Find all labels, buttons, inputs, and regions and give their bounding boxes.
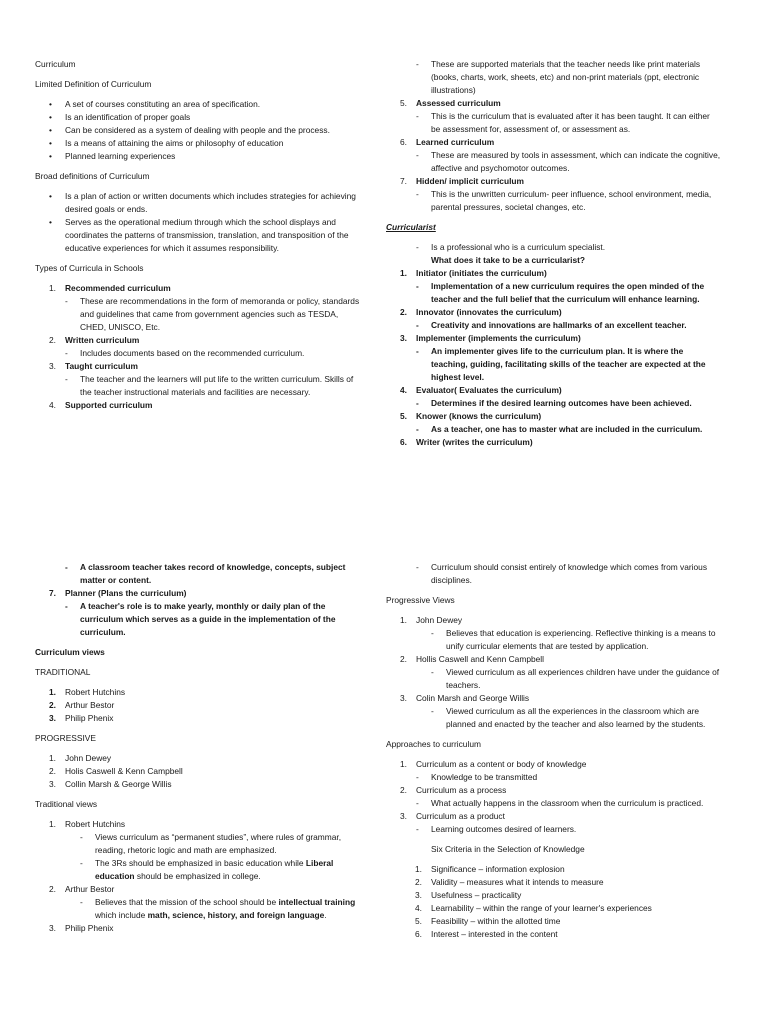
- list-item: [35, 699, 365, 712]
- item-label: Curriculum as a process: [416, 785, 507, 795]
- item-description: - As a teacher, one has to master what are included in the curriculum.: [416, 423, 721, 436]
- item-number: 1.: [400, 759, 407, 769]
- list-item: • Planned learning experiences: [35, 150, 365, 163]
- list-item: [35, 765, 365, 778]
- item-description: - An implementer gives life to the curriculum plan. It is where the teaching, guiding, facilitating skills of the teacher are expected at the highest level.: [416, 345, 721, 384]
- list-item: [35, 922, 365, 935]
- approaches-heading: Approaches to curriculum: [386, 739, 481, 749]
- list-item: [386, 384, 721, 410]
- item-number: 2.: [400, 654, 407, 664]
- item-label: Learnability – within the range of your learner's experiences: [431, 903, 652, 913]
- list-item: [386, 97, 721, 136]
- item-description: - Views curriculum as “permanent studies”, where rules of grammar, reading, rhetoric logic and math are emphasized.: [80, 831, 365, 857]
- doc-title: Curriculum: [35, 59, 76, 69]
- list-item: [386, 614, 721, 653]
- types-list: [35, 282, 365, 412]
- progressive-list: [35, 752, 365, 791]
- traditional-views-list: [35, 818, 365, 935]
- item-label: Arthur Bestor: [65, 884, 115, 894]
- item-number: 1.: [400, 615, 407, 625]
- list-item: [386, 267, 721, 306]
- item-description: - A classroom teacher takes record of knowledge, concepts, subject matter or content.: [65, 561, 365, 587]
- item-label: Writer (writes the curriculum): [416, 437, 533, 447]
- page-top-right-column: [386, 58, 721, 456]
- list-item: [386, 136, 721, 175]
- list-item: [401, 902, 721, 915]
- types-list-continued: [386, 97, 721, 214]
- item-number: 3.: [49, 779, 56, 789]
- traditional-heading: TRADITIONAL: [35, 667, 91, 677]
- item-number: 4.: [49, 400, 56, 410]
- broad-definition-heading: Broad definitions of Curriculum: [35, 171, 150, 181]
- list-item: [401, 915, 721, 928]
- curricularist-roles-list-continued: [35, 587, 365, 639]
- item-description: - Includes documents based on the recommended curriculum.: [65, 347, 365, 360]
- item-label: Supported curriculum: [65, 400, 153, 410]
- item-label: Philip Phenix: [65, 713, 114, 723]
- item-description: - Viewed curriculum as all experiences children have under the guidance of teachers.: [431, 666, 721, 692]
- curricularist-roles-list: [386, 267, 721, 449]
- progressive-views-list: [386, 614, 721, 731]
- list-item: [35, 712, 365, 725]
- curriculum-views-heading: Curriculum views: [35, 647, 105, 657]
- item-number: 6.: [400, 437, 407, 447]
- item-number: 3.: [49, 361, 56, 371]
- item-label: Evaluator( Evaluates the curriculum): [416, 385, 562, 395]
- criteria-list: [401, 863, 721, 941]
- list-item: [386, 810, 721, 836]
- item-number: 4.: [400, 385, 407, 395]
- item-number: 2.: [400, 785, 407, 795]
- list-item: • Is a means of attaining the aims or philosophy of education: [35, 137, 365, 150]
- list-item: • A set of courses constituting an area of specification.: [35, 98, 365, 111]
- item-label: Planner (Plans the curriculum): [65, 588, 187, 598]
- item-number: 1.: [49, 819, 56, 829]
- item-label: Interest – interested in the content: [431, 929, 558, 939]
- list-item: • Is an identification of proper goals: [35, 111, 365, 124]
- item-number: 5.: [400, 411, 407, 421]
- item-number: 1.: [49, 753, 56, 763]
- item-number: 2.: [49, 335, 56, 345]
- item-number: 2.: [415, 877, 422, 887]
- curricularist-heading: Curricularist: [386, 222, 436, 232]
- list-item: [386, 653, 721, 692]
- list-item: [386, 758, 721, 784]
- item-description: - Viewed curriculum as all the experiences in the classroom which are planned and enacted by the teacher and also learned by the students.: [431, 705, 721, 731]
- traditional-list: [35, 686, 365, 725]
- list-item: [35, 883, 365, 922]
- list-item: [386, 306, 721, 332]
- limited-definition-list: [35, 98, 365, 163]
- item-description: - These are supported materials that the teacher needs like print materials (books, charts, work, sheets, etc) and non-print materials (ppt, electronic illustrations): [416, 58, 721, 97]
- item-description: - This is the unwritten curriculum- peer influence, school environment, media, parental pressures, societal changes, etc.: [416, 188, 721, 214]
- list-item: [35, 752, 365, 765]
- list-item: [35, 282, 365, 334]
- item-number: 2.: [49, 766, 56, 776]
- item-label: Recommended curriculum: [65, 283, 171, 293]
- item-number: 5.: [415, 916, 422, 926]
- types-heading: Types of Curricula in Schools: [35, 263, 144, 273]
- item-description: - A teacher's role is to make yearly, monthly or daily plan of the curriculum which serves as a guide in the implementation of the curriculum.: [65, 600, 365, 639]
- list-item: • Serves as the operational medium through which the school displays and coordinates the patterns of transmission, translation, and transposition of the educative experiences for which it assumes responsibility.: [35, 216, 365, 255]
- item-number: 3.: [49, 713, 56, 723]
- item-description: - This is the curriculum that is evaluated after it has been taught. It can either be assessment for, assessment of, or assessment as.: [416, 110, 721, 136]
- item-description: - Believes that the mission of the school should be intellectual training which include math, science, history, and foreign language.: [80, 896, 365, 922]
- item-description: - Determines if the desired learning outcomes have been achieved.: [416, 397, 721, 410]
- item-label: Robert Hutchins: [65, 819, 126, 829]
- list-item: [401, 889, 721, 902]
- page-bottom-left-column: [35, 561, 365, 942]
- item-number: 3.: [415, 890, 422, 900]
- item-number: 1.: [49, 687, 56, 697]
- list-item: [386, 692, 721, 731]
- item-label: Initiator (initiates the curriculum): [416, 268, 547, 278]
- item-description: - Knowledge to be transmitted: [416, 771, 721, 784]
- list-item: [401, 876, 721, 889]
- item-number: 6.: [400, 137, 407, 147]
- item-description: - What actually happens in the classroom when the curriculum is practiced.: [416, 797, 721, 810]
- item-description: - These are recommendations in the form of memoranda or policy, standards and guidelines that came from government agencies such as TESDA, CHED, UNISCO, Etc.: [65, 295, 365, 334]
- list-item: [35, 686, 365, 699]
- item-description: - Learning outcomes desired of learners.: [416, 823, 721, 836]
- list-item: [386, 436, 721, 449]
- list-item: [35, 399, 365, 412]
- item-description: - The 3Rs should be emphasized in basic education while Liberal education should be emphasized in college.: [80, 857, 365, 883]
- list-item: [35, 587, 365, 639]
- list-item: [35, 818, 365, 883]
- page-top-left-column: [35, 58, 365, 419]
- item-label: Usefulness – practicality: [431, 890, 522, 900]
- item-label: Validity – measures what it intends to measure: [431, 877, 604, 887]
- item-number: 7.: [400, 176, 407, 186]
- item-description: - Implementation of a new curriculum requires the open minded of the teacher and the full belief that the curriculum will enhance learning.: [416, 280, 721, 306]
- progressive-views-heading: Progressive Views: [386, 595, 455, 605]
- item-number: 2.: [49, 700, 56, 710]
- list-item: [386, 175, 721, 214]
- list-item: • Is a plan of action or written documents which includes strategies for achieving desired goals or ends.: [35, 190, 365, 216]
- item-label: John Dewey: [65, 753, 112, 763]
- item-number: 3.: [400, 811, 407, 821]
- item-label: Curriculum as a content or body of knowledge: [416, 759, 587, 769]
- list-item: [401, 928, 721, 941]
- item-label: Written curriculum: [65, 335, 140, 345]
- item-number: 1.: [49, 283, 56, 293]
- item-label: Implementer (implements the curriculum): [416, 333, 581, 343]
- item-number: 7.: [49, 588, 56, 598]
- item-number: 6.: [415, 929, 422, 939]
- list-item: [386, 784, 721, 810]
- item-label: Significance – information explosion: [431, 864, 565, 874]
- page-bottom-right-column: [386, 561, 721, 948]
- approaches-list: [386, 758, 721, 836]
- item-number: 4.: [415, 903, 422, 913]
- item-label: Hollis Caswell and Kenn Campbell: [416, 654, 545, 664]
- list-item: [35, 334, 365, 360]
- item-label: Hidden/ implicit curriculum: [416, 176, 524, 186]
- progressive-heading: PROGRESSIVE: [35, 733, 96, 743]
- limited-definition-heading: Limited Definition of Curriculum: [35, 79, 152, 89]
- list-item: [35, 778, 365, 791]
- item-label: Philip Phenix: [65, 923, 114, 933]
- item-label: Collin Marsh & George Willis: [65, 779, 172, 789]
- item-label: Robert Hutchins: [65, 687, 126, 697]
- item-description: - The teacher and the learners will put life to the written curriculum. Skills of the teacher instructional materials and facilities are necessary.: [65, 373, 365, 399]
- broad-definition-list: [35, 190, 365, 255]
- item-number: 2.: [400, 307, 407, 317]
- item-number: 3.: [49, 923, 56, 933]
- item-number: 2.: [49, 884, 56, 894]
- item-number: 5.: [400, 98, 407, 108]
- traditional-views-heading: Traditional views: [35, 799, 98, 809]
- item-number: 3.: [400, 333, 407, 343]
- item-label: Innovator (innovates the curriculum): [416, 307, 562, 317]
- list-item: [386, 332, 721, 384]
- item-number: 1.: [400, 268, 407, 278]
- item-label: Knower (knows the curriculum): [416, 411, 542, 421]
- item-label: Holis Caswell & Kenn Campbell: [65, 766, 183, 776]
- item-label: Feasibility – within the allotted time: [431, 916, 561, 926]
- list-item: [401, 863, 721, 876]
- criteria-heading: Six Criteria in the Selection of Knowledge: [431, 844, 585, 854]
- item-number: 1.: [415, 864, 422, 874]
- item-label: Curriculum as a product: [416, 811, 505, 821]
- item-label: Arthur Bestor: [65, 700, 115, 710]
- item-label: Taught curriculum: [65, 361, 138, 371]
- list-item: [386, 410, 721, 436]
- item-label: Learned curriculum: [416, 137, 495, 147]
- item-description: - Curriculum should consist entirely of knowledge which comes from various disciplines.: [416, 561, 721, 587]
- curricularist-question: What does it take to be a curricularist?: [431, 255, 586, 265]
- list-item: [35, 360, 365, 399]
- curricularist-definition: - Is a professional who is a curriculum specialist.: [416, 241, 721, 254]
- item-label: Assessed curriculum: [416, 98, 501, 108]
- item-description: - Creativity and innovations are hallmarks of an excellent teacher.: [416, 319, 721, 332]
- item-label: Colin Marsh and George Willis: [416, 693, 530, 703]
- list-item: • Can be considered as a system of dealing with people and the process.: [35, 124, 365, 137]
- item-description: - These are measured by tools in assessment, which can indicate the cognitive, affective and psychomotor outcomes.: [416, 149, 721, 175]
- item-number: 3.: [400, 693, 407, 703]
- item-description: - Believes that education is experiencing. Reflective thinking is a means to unify curricular elements that are tested by application.: [431, 627, 721, 653]
- item-label: John Dewey: [416, 615, 463, 625]
